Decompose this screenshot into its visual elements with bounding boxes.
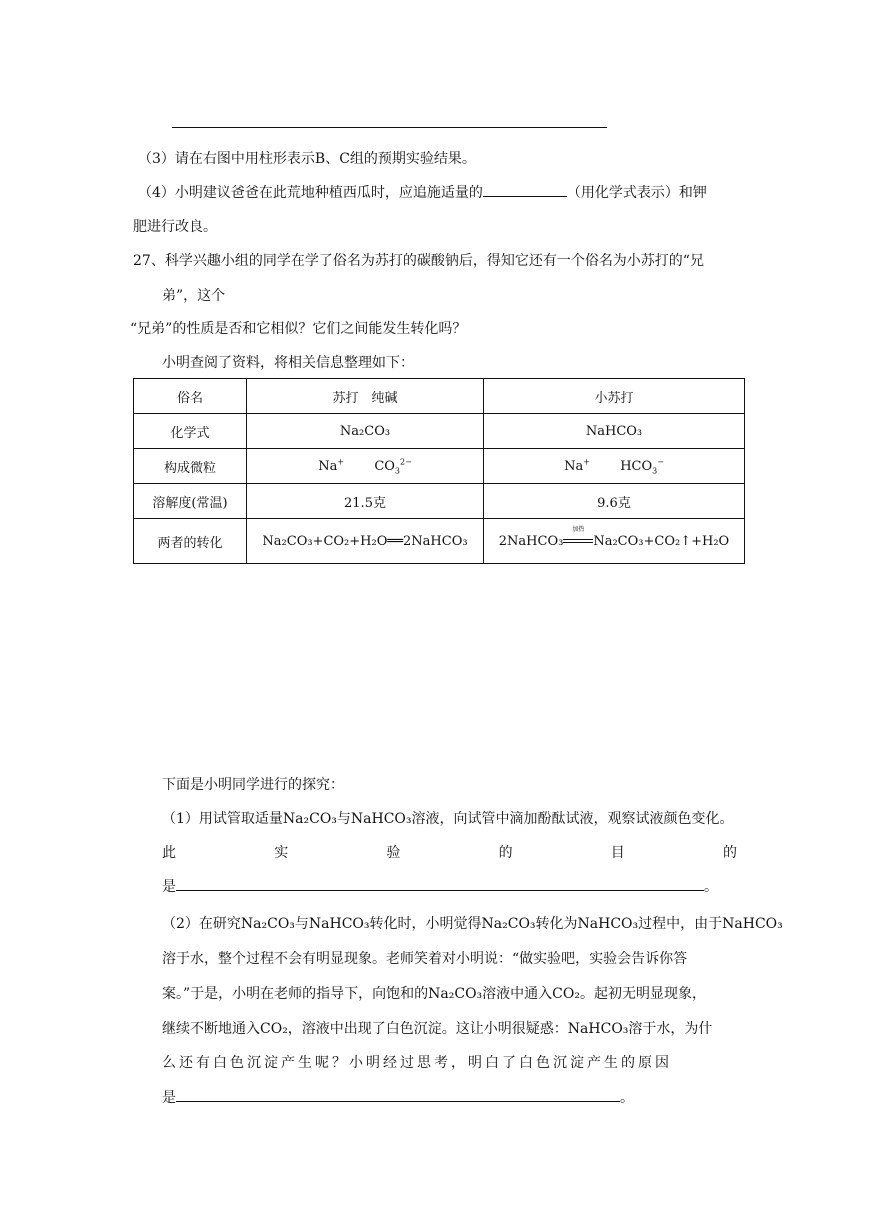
explore-2-line2: 溶于水，整个过程不会有明显现象。老师笑着对小明说：“做实验吧，实验会告诉你答 [162,951,688,967]
table-cell-conversion-b [484,519,745,564]
table-header-label: 俗名 [134,379,247,414]
q26-part4-text-b: （用化学式表示）和钾 [566,185,707,201]
sodium-carbonate-table [133,378,745,564]
table-cell-solubility-a: 21.5克 [247,484,484,519]
explore-2-blank[interactable] [176,1087,620,1102]
table-label-particles: 构成微粒 [134,449,247,484]
explore-1-end: 。 [704,879,718,895]
reaction-arrow [563,526,593,546]
table-row-solubility [134,484,745,519]
explore-2-answer [162,1087,634,1107]
q27-intro-line3: “兄弟”的性质是否和它相似？它们之间能发生转化吗？ [130,321,467,337]
q27-intro-line4: 小明查阅了资料，将相关信息整理如下： [162,355,414,371]
table-label-solubility: 溶解度(常温) [134,484,247,519]
reaction-condition: 加热 [572,526,585,533]
table-cell-conversion-a: Na₂CO₃+CO₂+H₂O══2NaHCO₃ [247,519,484,564]
explore-1-line2 [162,842,737,862]
table-label-formula: 化学式 [134,414,247,449]
purpose-word-3: 验 [386,845,401,861]
ion-co3-sub: 3 [394,466,401,476]
ion-hco3-sub: 3 [652,466,658,476]
explore-2-line3: 案。”于是，小明在老师的指导下，向饱和的Na₂CO₃溶液中通入CO₂。起初无明显现象， [162,986,706,1002]
purpose-word-5: 目 [610,845,625,861]
purpose-word-4: 的 [498,845,513,861]
explore-2-line4: 继续不断地通入CO₂，溶液中出现了白色沉淀。这让小明很疑惑：NaHCO₃溶于水，为什 [162,1021,713,1037]
explore-2-is: 是 [162,1090,176,1106]
table-cell-formula-b: NaHCO₃ [484,414,745,449]
purpose-word-2: 实 [274,845,289,861]
ion-co3: CO [374,458,395,474]
q27-intro-line2: 弟”，这个 [162,288,226,304]
explore-2-line5: 么还有白色沉淀产生呢？小明经过思考，明白了白色沉淀产生的原因 [162,1055,672,1071]
table-row-name [134,379,745,414]
ion-hco3: HCO [620,458,653,474]
explore-1-blank[interactable] [176,876,704,891]
ion-na-a-charge: + [337,457,345,467]
table-cell-solubility-b: 9.6克 [484,484,745,519]
table-cell-particles-b [484,449,745,484]
table-label-conversion: 两者的转化 [134,519,247,564]
q26-part4 [138,182,707,202]
table-cell-formula-a: Na₂CO₃ [247,414,484,449]
reaction-products: Na₂CO₃+CO₂↑+H₂O [593,533,730,549]
q26-part4-text-a: （4）小明建议爸爸在此荒地种植西瓜时，应追施适量的 [138,185,483,201]
purpose-word-1: 此 [162,845,176,861]
reaction-reactant: 2NaHCO₃ [498,533,564,549]
ion-na-b-charge: + [583,457,590,467]
explore-2-line1: （2）在研究Na₂CO₃与NaHCO₃转化时，小明觉得Na₂CO₃转化为NaHCO₃过程中，由于NaHCO₃ [162,916,783,932]
table-cell-particles-a [247,449,484,484]
explore-intro: 下面是小明同学进行的探究： [162,777,344,793]
table-row-particles [134,449,745,484]
explore-2-end: 。 [620,1090,634,1106]
purpose-word-6: 的 [722,845,737,861]
ion-na-a: Na [318,458,338,474]
answer-blank-top[interactable] [172,127,607,128]
explore-1-line1: （1）用试管取适量Na₂CO₃与NaHCO₃溶液，向试管中滴加酚酞试液，观察试液颜色变化。 [162,811,734,827]
table-header-baking-soda: 小苏打 [484,379,745,414]
table-row-formula [134,414,745,449]
table-header-soda: 苏打 纯碱 [247,379,484,414]
table-row-conversion [134,519,745,564]
q26-part4-blank[interactable] [483,182,567,197]
explore-1-answer [162,876,718,896]
q27-intro-line1: 27、科学兴趣小组的同学在学了俗名为苏打的碳酸钠后，得知它还有一个俗名为小苏打的“兄 [133,253,704,269]
ion-co3-charge: 2− [400,457,412,467]
q26-part4-cont: 肥进行改良。 [133,219,217,235]
q26-part3: （3）请在右图中用柱形表示B、C组的预期实验结果。 [138,151,476,167]
explore-1-is: 是 [162,879,176,895]
ion-na-b: Na [564,458,584,474]
ion-hco3-charge: − [657,457,664,467]
